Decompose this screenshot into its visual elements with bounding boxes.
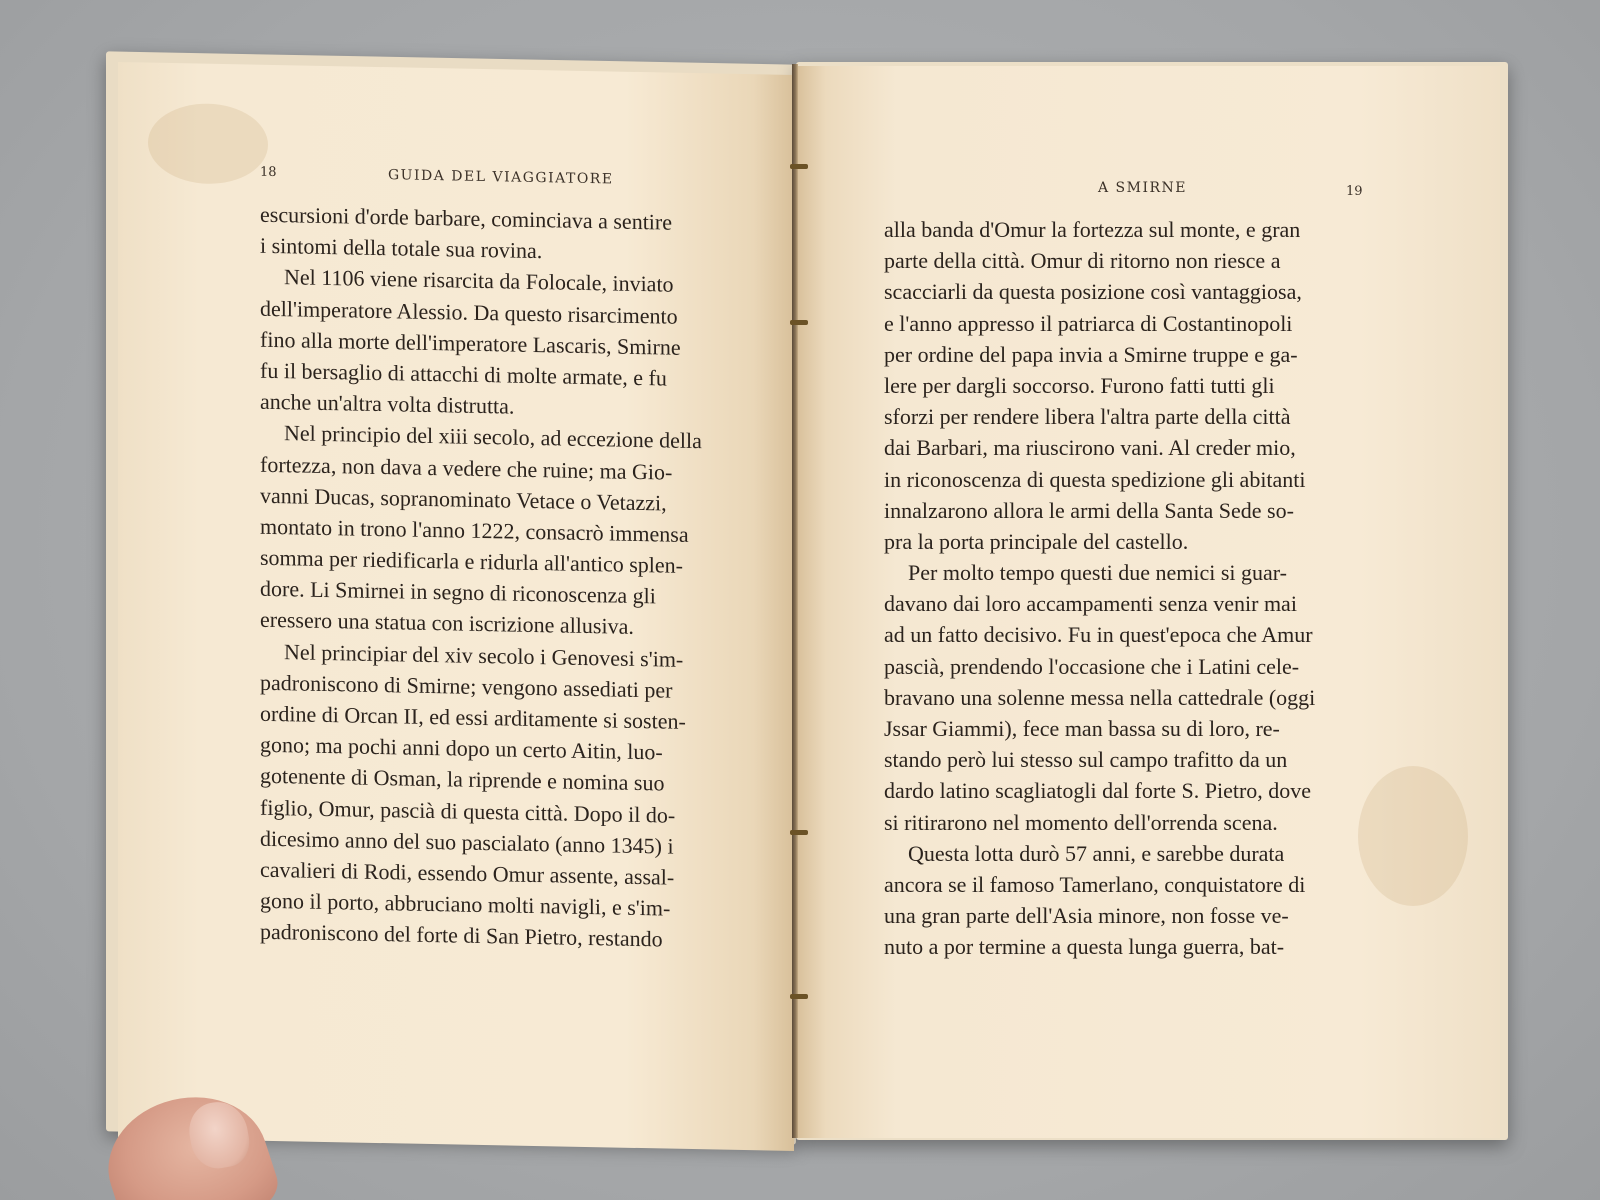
text-line: cavalieri di Rodi, essendo Omur assente, assal- xyxy=(260,856,675,890)
text-line: scacciarli da questa posizione così vantaggiosa, xyxy=(884,279,1302,305)
right-body-text xyxy=(884,214,1338,963)
text-line: ancora se il famoso Tamerlano, conquistatore di xyxy=(884,871,1306,897)
paper-stain xyxy=(148,103,268,185)
text-line: dardo latino scagliatogli dal forte S. Pietro, dove xyxy=(884,778,1312,804)
text-line: bravano una solenne messa nella cattedrale (oggi xyxy=(884,684,1316,710)
left-page-number: 18 xyxy=(260,164,277,181)
text-line: dell'imperatore Alessio. Da questo risarcimento xyxy=(260,295,678,329)
text-line: e l'anno appresso il patriarca di Costantinopoli xyxy=(884,310,1293,336)
text-line: padroniscono del forte di San Pietro, restando xyxy=(260,919,663,952)
text-line: fu il bersaglio di attacchi di molte armate, e fu xyxy=(260,357,667,391)
text-line: Per molto tempo questi due nemici si guar- xyxy=(908,560,1287,586)
text-line: ordine di Orcan II, ed essi arditamente si sosten- xyxy=(260,700,686,734)
text-line: i sintomi della totale sua rovina. xyxy=(260,232,543,264)
text-line: Jssar Giammi), fece man bassa su di loro, re- xyxy=(884,716,1280,741)
text-line: si ritirarono nel momento dell'orrenda scena. xyxy=(884,809,1278,835)
text-line: eressero una statua con iscrizione allusiva. xyxy=(260,607,634,640)
text-line: escursioni d'orde barbare, cominciava a sentire xyxy=(260,201,673,235)
text-line: pascià, prendendo l'occasione che i Latini cele- xyxy=(884,653,1300,679)
text-line: gono; ma pochi anni dopo un certo Aitin, luo- xyxy=(260,731,663,765)
text-line: davano dai loro accampamenti senza venir mai xyxy=(884,591,1297,617)
text-line: nuto a por termine a questa lunga guerra, bat- xyxy=(884,934,1285,960)
text-line: sforzi per rendere libera l'altra parte della città xyxy=(884,404,1291,430)
text-line: Nel principio del xiii secolo, ad eccezione della xyxy=(284,420,702,454)
text-line: lere per dargli soccorso. Furono fatti tutti gli xyxy=(884,372,1275,398)
paper-stain xyxy=(1358,766,1468,906)
text-line: gono il porto, abbruciano molti navigli, e s'im- xyxy=(260,887,671,921)
text-line: fortezza, non dava a vedere che ruine; ma Gio- xyxy=(260,451,673,485)
text-line: vanni Ducas, sopranominato Vetace o Vetazzi, xyxy=(260,482,667,516)
text-line: padroniscono di Smirne; vengono assediati per xyxy=(260,669,673,703)
binding-stitch xyxy=(790,994,808,999)
book-gutter xyxy=(792,64,798,1138)
text-line: anche un'altra volta distrutta. xyxy=(260,388,515,419)
text-line: innalzarono allora le armi della Santa Sede so- xyxy=(884,497,1294,523)
text-line: in riconoscenza di questa spedizione gli abitanti xyxy=(884,466,1306,492)
left-body-text xyxy=(260,199,706,956)
binding-stitch xyxy=(790,320,808,325)
binding-stitch xyxy=(790,830,808,835)
text-line: gotenente di Osman, la riprende e nomina suo xyxy=(260,763,665,796)
text-line: stando però lui stesso sul campo trafitto da un xyxy=(884,747,1288,773)
right-page xyxy=(798,66,1500,1138)
text-line: figlio, Omur, pascià di questa città. Dopo il do- xyxy=(260,794,676,828)
binding-stitch xyxy=(790,164,808,169)
text-line: dore. Li Smirnei in segno di riconoscenza gli xyxy=(260,575,656,609)
text-line: fino alla morte dell'imperatore Lascaris, Smirne xyxy=(260,326,681,360)
text-line: Nel 1106 viene risarcita da Folocale, inviato xyxy=(284,264,674,298)
text-line: parte della città. Omur di ritorno non riesce a xyxy=(884,248,1281,274)
left-running-head: GUIDA DEL VIAGGIATORE xyxy=(388,167,614,188)
text-line: pra la porta principale del castello. xyxy=(884,528,1189,554)
text-line: alla banda d'Omur la fortezza sul monte, e gran xyxy=(884,217,1301,242)
text-line: dai Barbari, ma riuscirono vani. Al creder mio, xyxy=(884,435,1296,461)
text-line: dicesimo anno del suo pascialato (anno 1345) i xyxy=(260,825,674,859)
right-running-head: A SMIRNE xyxy=(1098,180,1188,196)
text-line: Questa lotta durò 57 anni, e sarebbe durata xyxy=(908,840,1285,866)
text-line: somma per riedificarla e ridurla all'antico splen- xyxy=(260,544,684,578)
left-page xyxy=(118,62,794,1151)
text-line: una gran parte dell'Asia minore, non fosse ve- xyxy=(884,903,1289,929)
text-line: montato in trono l'anno 1222, consacrò immensa xyxy=(260,513,689,547)
right-page-number: 19 xyxy=(1346,184,1363,199)
text-line: per ordine del papa invia a Smirne truppe e ga- xyxy=(884,341,1298,367)
text-line: ad un fatto decisivo. Fu in quest'epoca che Amur xyxy=(884,622,1313,648)
text-line: Nel principiar del xiv secolo i Genovesi s'im- xyxy=(284,638,684,672)
